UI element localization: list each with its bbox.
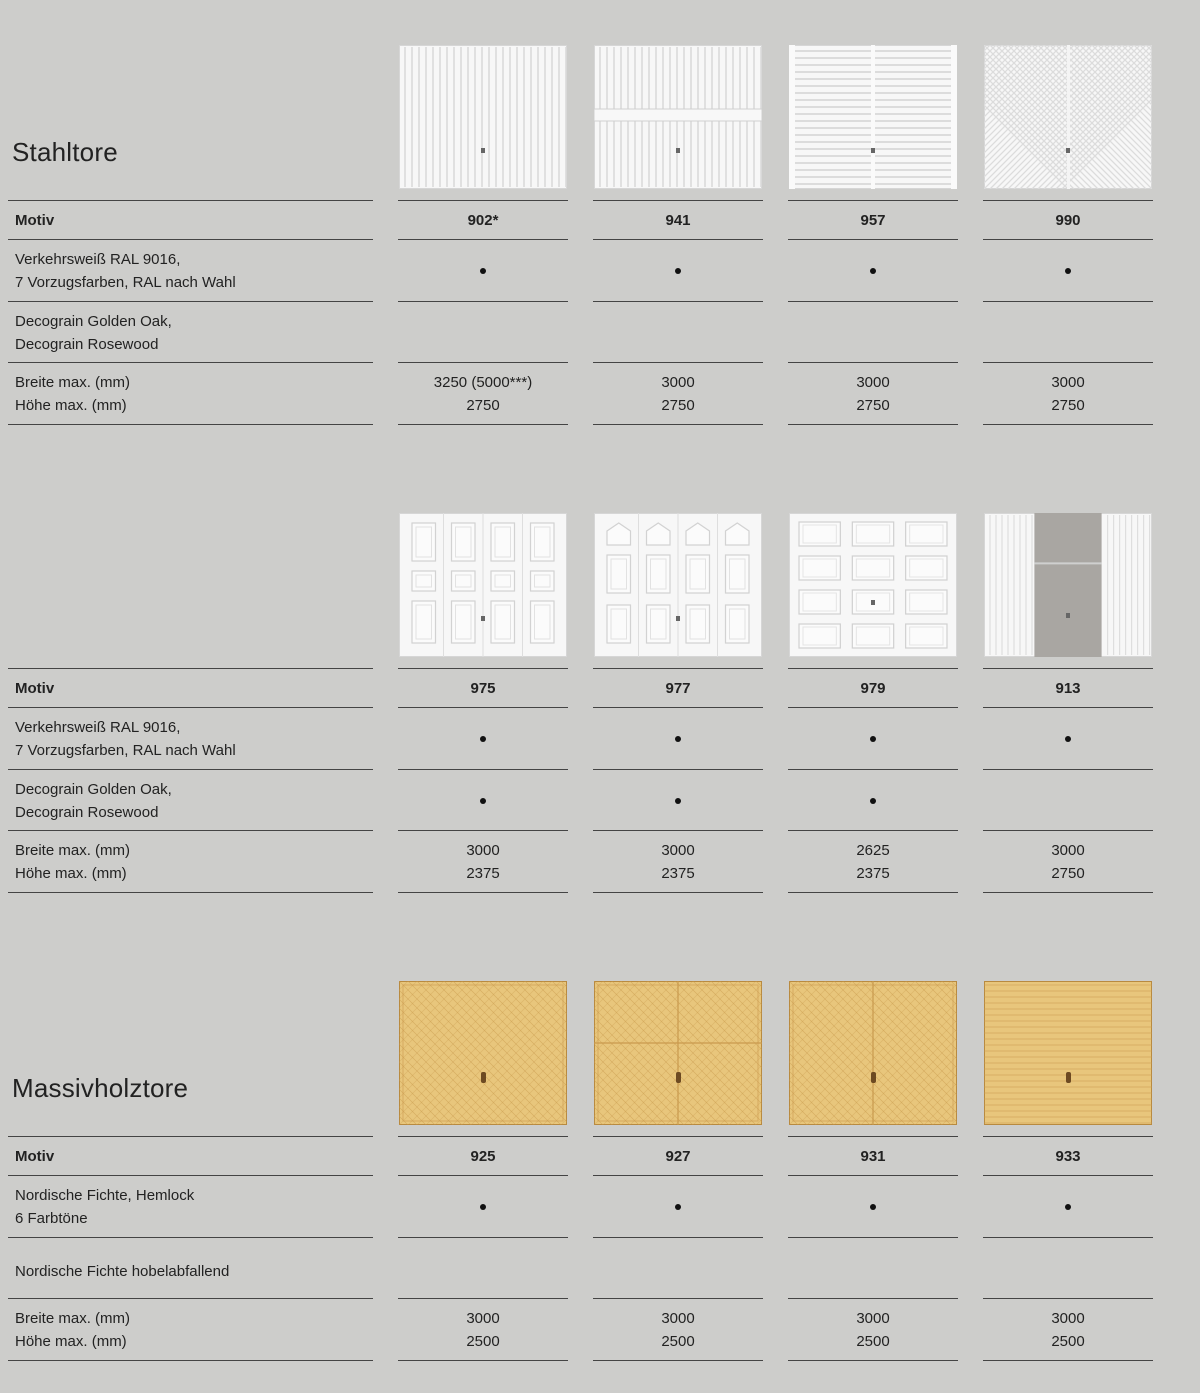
dimension-value: 3250 (5000***) (433, 374, 533, 391)
table-rule (398, 362, 568, 363)
door-image (789, 45, 957, 189)
availability-dot-icon (675, 736, 681, 742)
table-rule (398, 707, 568, 708)
table-rule (8, 707, 373, 708)
table-rule (788, 362, 958, 363)
table-cell (593, 726, 763, 749)
row-label (15, 1260, 365, 1283)
table-rule (788, 1360, 958, 1361)
row-label (15, 248, 365, 294)
row-label-line: Breite max. (mm) (15, 842, 131, 859)
table-rule (593, 830, 763, 831)
table-cell (593, 1194, 763, 1217)
door-handle-icon (481, 1072, 486, 1083)
table-rule (398, 892, 568, 893)
dimension-value: 3000 (856, 1310, 890, 1327)
table-rule (398, 239, 568, 240)
table-rule (8, 200, 373, 201)
table-rule (398, 1360, 568, 1361)
table-rule (593, 769, 763, 770)
product-section (0, 468, 1200, 908)
table-cell (398, 1194, 568, 1217)
door-handle-icon (676, 1072, 681, 1083)
door-image (594, 981, 762, 1125)
table-cell (983, 258, 1153, 281)
dimension-value: 2375 (661, 865, 695, 882)
table-rule (593, 1136, 763, 1137)
table-cell (983, 839, 1153, 885)
row-label-line: Breite max. (mm) (15, 1310, 131, 1327)
section-title: Massivholztore (12, 1073, 189, 1103)
table-rule (788, 830, 958, 831)
table-rule (593, 668, 763, 669)
table-rule (788, 1298, 958, 1299)
motiv-number: 979 (860, 680, 886, 697)
motiv-label (15, 1145, 365, 1168)
motiv-number: 977 (665, 680, 691, 697)
table-rule (788, 1237, 958, 1238)
table-rule (788, 424, 958, 425)
table-rule (593, 200, 763, 201)
row-label-line: Höhe max. (mm) (15, 397, 127, 414)
table-cell (983, 1194, 1153, 1217)
table-cell (983, 726, 1153, 749)
row-label (15, 1307, 365, 1353)
dimension-value: 2500 (661, 1333, 695, 1350)
table-rule (8, 1360, 373, 1361)
table-rule (398, 1298, 568, 1299)
dimension-value: 2750 (1051, 865, 1085, 882)
table-cell (983, 371, 1153, 417)
door-handle-icon (871, 148, 875, 153)
availability-dot-icon (480, 268, 486, 274)
door-handle-icon (1066, 1072, 1071, 1083)
table-rule (593, 239, 763, 240)
dimension-value: 2750 (466, 397, 500, 414)
table-cell (788, 726, 958, 749)
table-rule (398, 1136, 568, 1137)
row-label-line: Motiv (15, 212, 55, 229)
availability-dot-icon (1065, 736, 1071, 742)
dimension-value: 2750 (1051, 397, 1085, 414)
door-image (789, 513, 957, 657)
row-label-line: Höhe max. (mm) (15, 1333, 127, 1350)
table-rule (8, 1136, 373, 1137)
table-rule (788, 707, 958, 708)
table-rule (788, 668, 958, 669)
dimension-value: 2500 (856, 1333, 890, 1350)
motiv-label (15, 209, 365, 232)
dimension-value: 3000 (661, 374, 695, 391)
row-label (15, 716, 365, 762)
dimension-value: 3000 (1051, 374, 1085, 391)
table-cell (788, 839, 958, 885)
availability-dot-icon (480, 798, 486, 804)
table-cell (398, 839, 568, 885)
door-image (594, 513, 762, 657)
table-rule (788, 892, 958, 893)
dimension-value: 3000 (1051, 1310, 1085, 1327)
availability-dot-icon (870, 798, 876, 804)
table-rule (593, 707, 763, 708)
table-rule (983, 1360, 1153, 1361)
table-rule (983, 707, 1153, 708)
dimension-value: 2750 (856, 397, 890, 414)
table-rule (8, 362, 373, 363)
product-section (0, 936, 1200, 1376)
dimension-value: 3000 (466, 842, 500, 859)
availability-dot-icon (480, 736, 486, 742)
row-label-line: Verkehrsweiß RAL 9016, (15, 719, 181, 736)
table-rule (593, 1298, 763, 1299)
dimension-value: 2625 (856, 842, 890, 859)
availability-dot-icon (870, 268, 876, 274)
table-rule (983, 769, 1153, 770)
dimension-value: 3000 (466, 1310, 500, 1327)
table-rule (593, 362, 763, 363)
table-rule (593, 301, 763, 302)
availability-dot-icon (1065, 268, 1071, 274)
table-rule (983, 830, 1153, 831)
table-rule (8, 769, 373, 770)
table-cell (788, 258, 958, 281)
table-cell (983, 1307, 1153, 1353)
table-rule (593, 1360, 763, 1361)
dimension-value: 2375 (466, 865, 500, 882)
dimension-value: 3000 (1051, 842, 1085, 859)
door-handle-icon (676, 616, 680, 621)
dimension-value: 2750 (661, 397, 695, 414)
table-cell (398, 788, 568, 811)
row-label-line: Motiv (15, 1148, 55, 1165)
table-cell (593, 258, 763, 281)
motiv-number: 941 (665, 212, 691, 229)
motiv-number: 933 (1055, 1148, 1081, 1165)
table-rule (983, 1175, 1153, 1176)
table-rule (8, 239, 373, 240)
row-label-line: Decograin Rosewood (15, 803, 159, 821)
table-rule (8, 1298, 373, 1299)
table-rule (398, 769, 568, 770)
table-rule (8, 424, 373, 425)
door-image (399, 981, 567, 1125)
table-cell (788, 1194, 958, 1217)
table-rule (398, 830, 568, 831)
motiv-label (15, 677, 365, 700)
table-rule (983, 200, 1153, 201)
table-rule (593, 424, 763, 425)
row-label (15, 371, 365, 417)
table-cell (593, 839, 763, 885)
table-rule (8, 668, 373, 669)
row-label-line: Decograin Golden Oak, (15, 780, 172, 798)
door-image (984, 45, 1152, 189)
availability-dot-icon (870, 736, 876, 742)
table-cell (788, 788, 958, 811)
door-image (984, 981, 1152, 1125)
row-label-line: Höhe max. (mm) (15, 865, 127, 882)
door-image (789, 981, 957, 1125)
dimension-value: 2500 (466, 1333, 500, 1350)
row-label-line: Breite max. (mm) (15, 374, 131, 391)
table-rule (593, 1237, 763, 1238)
row-label (15, 310, 365, 356)
table-rule (788, 200, 958, 201)
row-label (15, 839, 365, 885)
motiv-number: 902* (467, 212, 499, 229)
row-label-line: Decograin Golden Oak, (15, 312, 172, 330)
table-cell (398, 726, 568, 749)
table-rule (8, 1237, 373, 1238)
dimension-value: 2500 (1051, 1333, 1085, 1350)
row-label (15, 778, 365, 824)
table-cell (593, 1307, 763, 1353)
dimension-value: 3000 (661, 842, 695, 859)
motiv-number: 957 (860, 212, 886, 229)
motiv-number: 931 (860, 1148, 886, 1165)
motiv-number: 927 (665, 1148, 691, 1165)
table-rule (983, 362, 1153, 363)
motiv-number: 925 (470, 1148, 496, 1165)
table-rule (398, 424, 568, 425)
table-cell (788, 1307, 958, 1353)
table-rule (398, 668, 568, 669)
table-rule (398, 1237, 568, 1238)
table-rule (788, 301, 958, 302)
table-rule (983, 892, 1153, 893)
table-rule (788, 769, 958, 770)
door-image (399, 513, 567, 657)
row-label-line: 7 Vorzugsfarben, RAL nach Wahl (15, 742, 236, 759)
motiv-number: 975 (470, 680, 496, 697)
door-handle-icon (481, 616, 485, 621)
table-rule (8, 301, 373, 302)
door-handle-icon (1066, 148, 1070, 153)
door-handle-icon (871, 1072, 876, 1083)
availability-dot-icon (480, 1204, 486, 1210)
availability-dot-icon (675, 268, 681, 274)
row-label-line: 6 Farbtöne (15, 1210, 88, 1227)
dimension-value: 3000 (856, 374, 890, 391)
door-handle-icon (1066, 613, 1070, 618)
row-label-line: 7 Vorzugsfarben, RAL nach Wahl (15, 274, 236, 291)
availability-dot-icon (870, 1204, 876, 1210)
table-rule (593, 892, 763, 893)
product-section (0, 0, 1200, 440)
table-rule (8, 830, 373, 831)
availability-dot-icon (1065, 1204, 1071, 1210)
table-cell (788, 371, 958, 417)
door-image (399, 45, 567, 189)
table-rule (983, 424, 1153, 425)
table-rule (398, 301, 568, 302)
dimension-value: 2375 (856, 865, 890, 882)
table-cell (398, 258, 568, 281)
table-rule (983, 301, 1153, 302)
table-rule (983, 239, 1153, 240)
table-rule (398, 200, 568, 201)
door-handle-icon (871, 600, 875, 605)
section-title: Stahltore (12, 137, 118, 167)
table-rule (788, 239, 958, 240)
table-cell (398, 371, 568, 417)
table-rule (788, 1175, 958, 1176)
motiv-number: 990 (1055, 212, 1081, 229)
table-rule (593, 1175, 763, 1176)
table-rule (983, 1136, 1153, 1137)
row-label-line: Motiv (15, 680, 55, 697)
row-label-line: Verkehrsweiß RAL 9016, (15, 251, 181, 268)
row-label (15, 1184, 365, 1230)
row-label-line: Nordische Fichte hobelabfallend (15, 1263, 230, 1280)
table-rule (8, 892, 373, 893)
row-label-line: Decograin Rosewood (15, 335, 159, 353)
row-label-line: Nordische Fichte, Hemlock (15, 1187, 195, 1204)
table-cell (593, 371, 763, 417)
availability-dot-icon (675, 798, 681, 804)
availability-dot-icon (675, 1204, 681, 1210)
table-rule (983, 1237, 1153, 1238)
table-cell (593, 788, 763, 811)
table-rule (983, 668, 1153, 669)
table-rule (8, 1175, 373, 1176)
table-cell (398, 1307, 568, 1353)
door-image (594, 45, 762, 189)
dimension-value: 3000 (661, 1310, 695, 1327)
table-rule (398, 1175, 568, 1176)
motiv-number: 913 (1055, 680, 1081, 697)
table-rule (788, 1136, 958, 1137)
door-image (984, 513, 1152, 657)
table-rule (983, 1298, 1153, 1299)
door-handle-icon (481, 148, 485, 153)
door-handle-icon (676, 148, 680, 153)
